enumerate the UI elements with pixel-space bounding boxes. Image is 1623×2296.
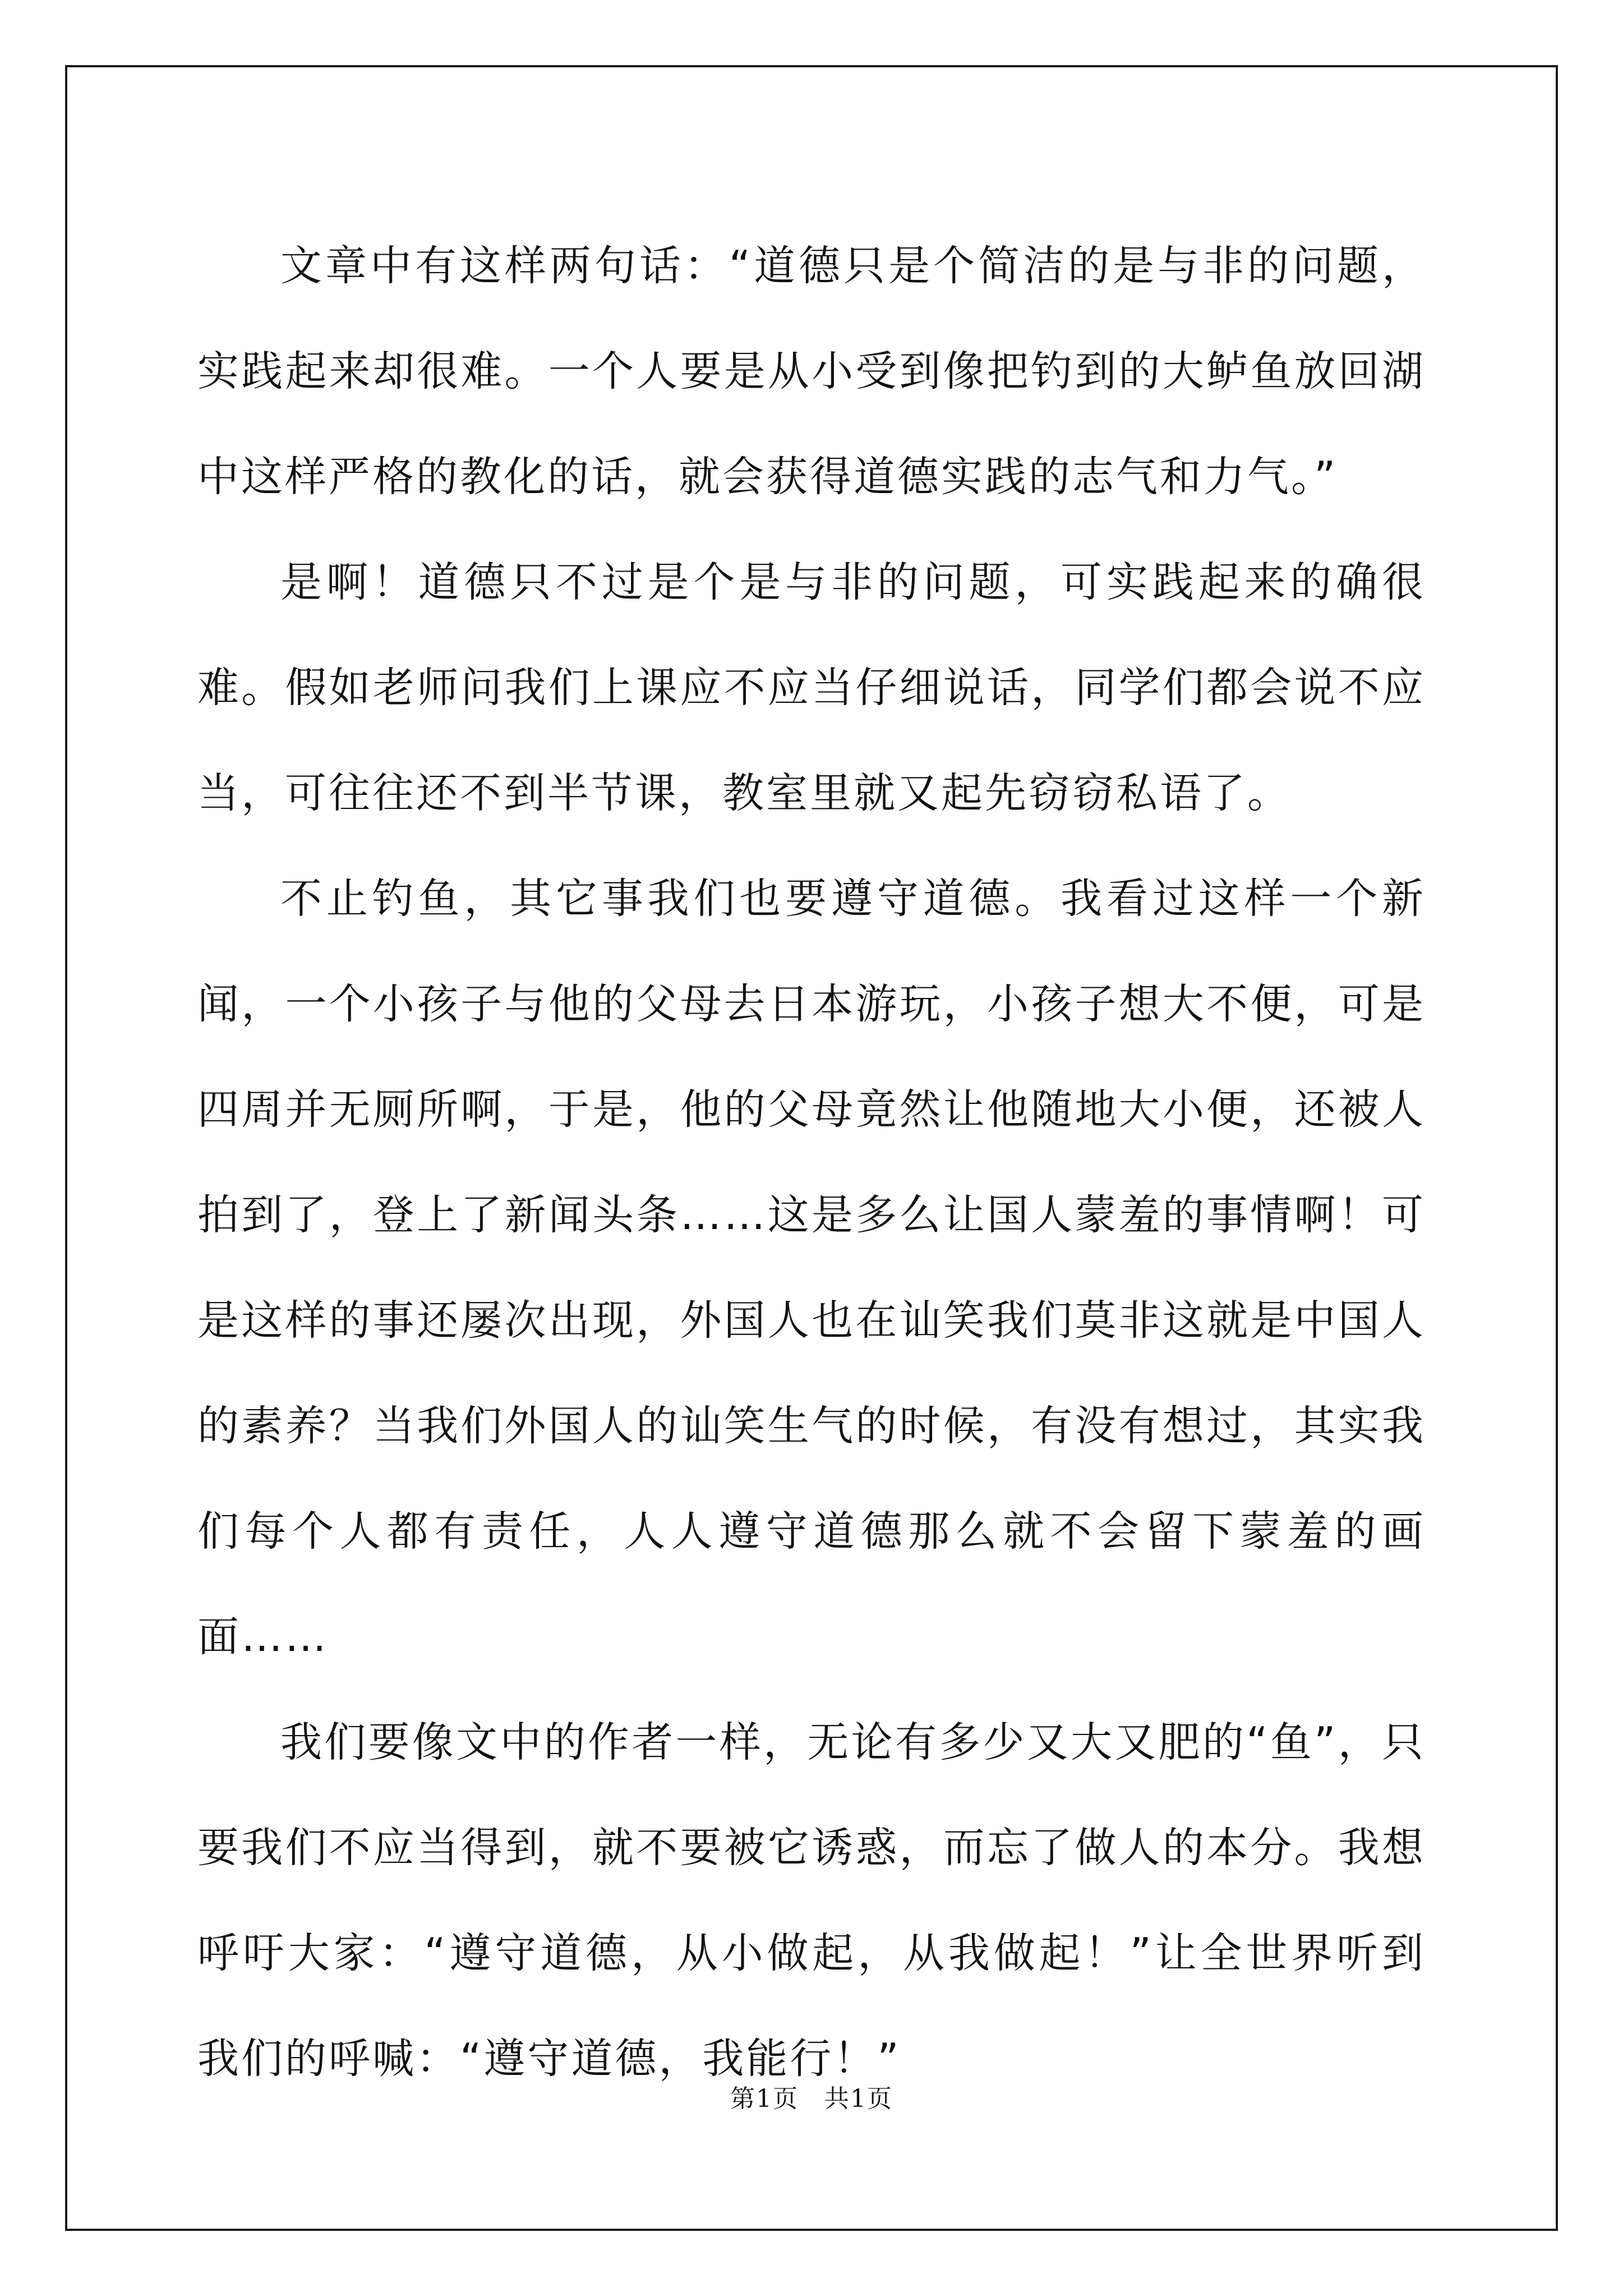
- document-body: [197, 213, 1426, 2111]
- paragraph-3: 不止钓鱼，其它事我们也要遵守道德。我看过这样一个新闻，一个小孩子与他的父母去日本游玩，小孩子想大不便，可是四周并无厕所啊，于是，他的父母竟然让他随地大小便，还被人拍到了，登上了新闻头条……这是多么让国人蒙羞的事情啊！可是这样的事还屡次出现，外国人也在讪笑我们莫非这就是中国人的素养？当我们外国人的讪笑生气的时候，有没有想过，其实我们每个人都有责任，人人遵守道德那么就不会留下蒙羞的画面……: [197, 875, 1426, 1661]
- paragraph-4: 我们要像文中的作者一样，无论有多少又大又肥的“鱼”，只要我们不应当得到，就不要被它诱惑，而忘了做人的本分。我想呼吁大家：“遵守道德，从小做起，从我做起！”让全世界听到我们的呼喊：“遵守道德，我能行！”: [197, 1718, 1426, 2083]
- paragraph-2: 是啊！道德只不过是个是与非的问题，可实践起来的确很难。假如老师问我们上课应不应当仔细说话，同学们都会说不应当，可往往还不到半节课，教室里就又起先窃窃私语了。: [197, 558, 1426, 817]
- paragraph-1: 文章中有这样两句话：“道德只是个简洁的是与非的问题，实践起来却很难。一个人要是从小受到像把钓到的大鲈鱼放回湖中这样严格的教化的话，就会获得道德实践的志气和力气。”: [197, 242, 1426, 501]
- page-number-footer: 第1页 共1页: [730, 2085, 893, 2113]
